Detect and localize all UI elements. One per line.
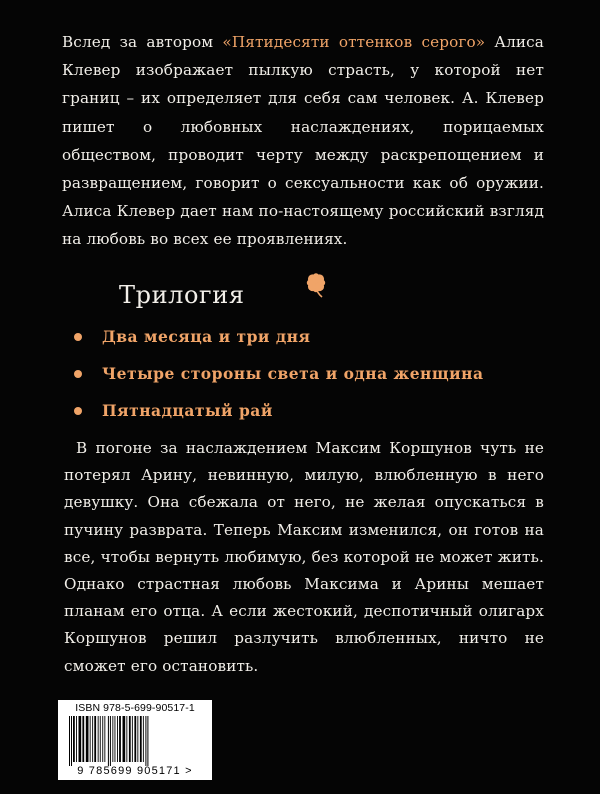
barcode-bar <box>102 716 103 762</box>
intro-paragraph <box>62 28 544 254</box>
barcode-bar <box>94 716 96 762</box>
barcode-bar <box>134 716 136 762</box>
barcode-bar <box>145 716 146 766</box>
barcode-bar <box>110 716 111 766</box>
barcode-bar <box>100 716 101 762</box>
four-leaf-clover-icon <box>302 270 332 300</box>
intro-lead: Вслед за автором <box>62 33 223 51</box>
barcode-bar <box>73 716 75 762</box>
barcode-bar <box>147 716 148 766</box>
barcode-bar <box>69 716 70 766</box>
list-item <box>74 318 544 355</box>
barcode-bar <box>112 716 113 762</box>
intro-quoted-title: «Пятидесяти оттенков серого» <box>222 33 486 51</box>
list-item <box>74 355 544 392</box>
barcode-bar <box>132 716 133 762</box>
barcode-bar <box>140 716 142 762</box>
barcode-image <box>67 716 203 766</box>
isbn-barcode-block <box>58 700 212 780</box>
barcode-bar <box>123 716 126 762</box>
barcode-digits: 9 785699 905171 > <box>77 765 193 777</box>
intro-body: Алиса Клевер изображает пылкую страсть, у которой нет границ – их определяет для себя сам человек. А. Клевер пишет о любовных наслаждениях, порицаемых обществом, проводит черту между раскрепощением и развращением, говорит о сексуальности как об оружии. Алиса Клевер дает нам по-настоящему российский взгляд на любовь во всех ее проявлениях. <box>62 33 544 249</box>
barcode-bar <box>115 716 116 762</box>
bullet-icon <box>74 370 82 378</box>
barcode-bar <box>129 716 131 762</box>
barcode-bar <box>71 716 72 766</box>
bullet-icon <box>74 333 82 341</box>
barcode-bar <box>76 716 77 762</box>
trilogy-heading: Трилогия <box>119 281 245 309</box>
barcode-bar <box>82 716 84 762</box>
list-item <box>74 392 544 429</box>
barcode-bar <box>119 716 121 762</box>
trilogy-book-list <box>74 318 544 429</box>
isbn-label: ISBN 978-5-699-90517-1 <box>75 702 195 714</box>
barcode-bar <box>104 716 105 762</box>
barcode-bar <box>108 716 109 766</box>
barcode-bar <box>143 716 144 762</box>
barcode-bar <box>117 716 118 762</box>
book-title: Два месяца и три дня <box>102 327 311 346</box>
book-title: Четыре стороны света и одна женщина <box>102 364 484 383</box>
barcode-bar <box>126 716 127 762</box>
barcode-bar <box>79 716 82 762</box>
barcode-bar <box>98 716 99 762</box>
synopsis-paragraph: В погоне за наслаждением Максим Коршунов чуть не потерял Арину, невинную, милую, влюбленную в него девушку. Она сбежала от него, не желая опускаться в пучину разврата. Теперь Максим изменился, он готов на все, чтобы вернуть любимую, без которой не может жить. Однако страстная любовь Максима и Арины мешает планам его отца. А если жестокий, деспотичный олигарх Коршунов решил разлучить влюбленных, ничто не сможет его остановить. <box>64 439 544 675</box>
bullet-icon <box>74 407 82 415</box>
barcode-bar <box>86 716 89 762</box>
barcode-bar <box>137 716 138 762</box>
barcode-bar <box>90 716 91 762</box>
barcode-bar <box>92 716 93 762</box>
book-title: Пятнадцатый рай <box>102 401 273 420</box>
